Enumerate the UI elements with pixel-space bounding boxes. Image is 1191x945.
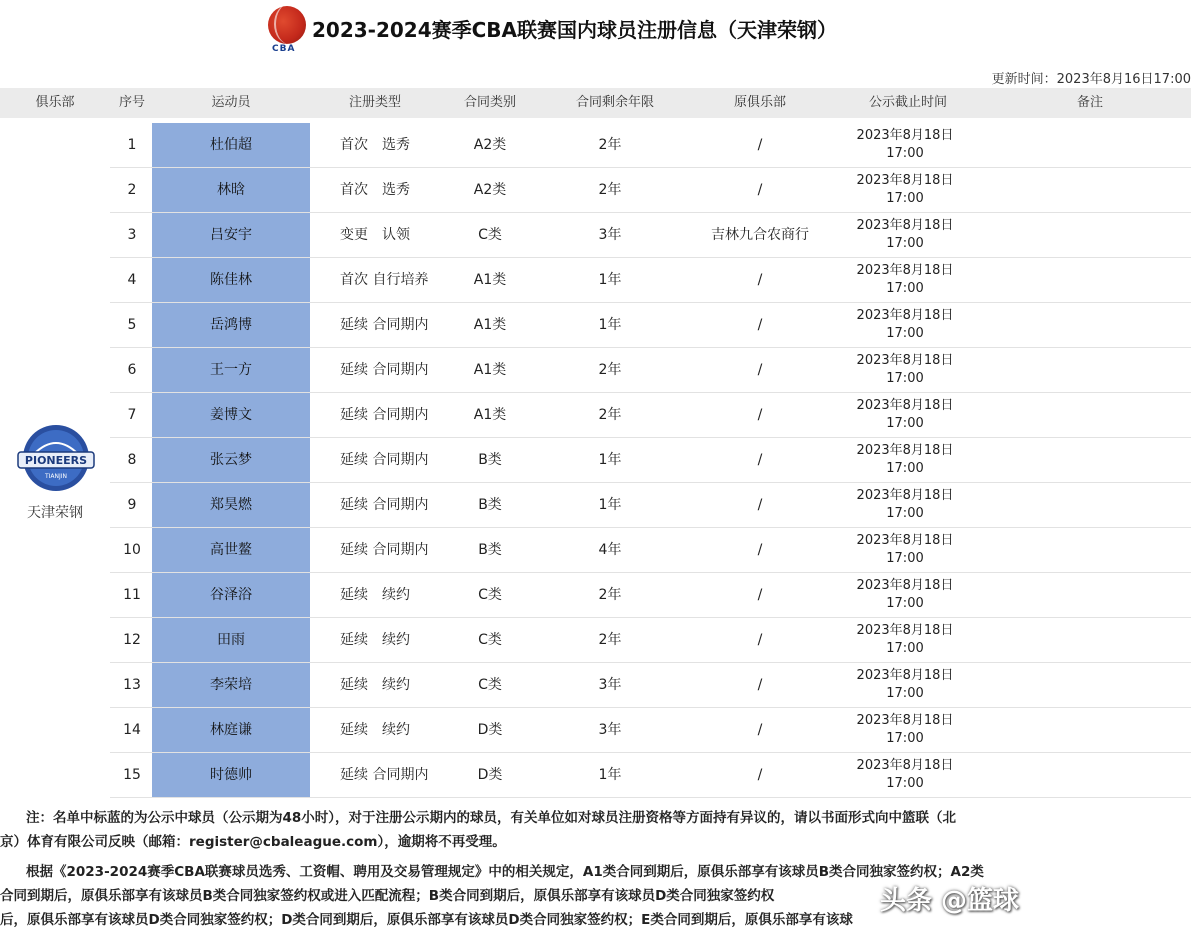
deadline-time: 17:00 [886,236,924,251]
col-no: 序号 [118,95,145,110]
cell-athlete: 陈佳林 [152,258,310,302]
cell-contract-type: C类 [478,227,502,243]
deadline-date: 2023年8月18日 [856,713,954,728]
cell-deadline [835,573,975,617]
cba-logo-text: CBA [272,44,296,54]
cell-contract-type: D类 [477,767,503,783]
table-row [110,123,1191,168]
cell-contract-type: A1类 [473,272,507,288]
cell-no: 6 [127,362,137,378]
deadline-date: 2023年8月18日 [856,308,954,323]
table-row [110,168,1191,213]
cell-contract-type: A1类 [473,317,507,333]
pioneers-logo-icon [14,424,98,494]
note-line: 后，原俱乐部享有该球员D类合同独家签约权；D类合同到期后，原俱乐部享有该球员D类合同独家签约权；E类合同到期后，原俱乐部享有该球 [0,912,853,928]
deadline-time: 17:00 [886,551,924,566]
table-row [110,573,1191,618]
cell-no: 10 [123,542,141,558]
cell-reg-type: 变更 认领 [340,227,410,243]
cell-years-left: 1年 [598,452,622,468]
deadline-time: 17:00 [886,326,924,341]
club-logo-subtext: TIANJIN [44,473,68,480]
cell-athlete: 岳鸿博 [152,303,310,347]
cell-reg-type: 延续 合同期内 [340,497,429,513]
deadline-time: 17:00 [886,776,924,791]
cell-contract-type: A1类 [473,362,507,378]
cell-deadline [835,663,975,707]
cell-athlete: 李荣培 [152,663,310,707]
cell-no: 1 [127,137,137,153]
player-table [110,123,1191,798]
cell-years-left: 2年 [598,362,622,378]
deadline-time: 17:00 [886,686,924,701]
col-contract-type: 合同类别 [463,95,516,110]
cell-no: 3 [127,227,137,243]
cell-athlete: 谷泽浴 [152,573,310,617]
cell-contract-type: D类 [477,722,503,738]
cell-no: 5 [127,317,137,333]
deadline-time: 17:00 [886,506,924,521]
deadline-date: 2023年8月18日 [856,218,954,233]
cell-deadline [835,303,975,347]
deadline-time: 17:00 [886,731,924,746]
cell-reg-type: 延续 合同期内 [340,542,429,558]
cell-no: 7 [127,407,137,423]
cell-contract-type: A1类 [473,407,507,423]
deadline-date: 2023年8月18日 [856,263,954,278]
cell-reg-type: 延续 续约 [340,632,410,648]
cell-reg-type: 延续 合同期内 [340,362,429,378]
note-line: 注：名单中标蓝的为公示中球员（公示期为48小时），对于注册公示期内的球员，有关单位如对球员注册资格等方面持有异议的，请以书面形式向中篮联（北 [26,810,957,826]
cell-athlete: 林庭谦 [152,708,310,752]
cell-no: 2 [127,182,137,198]
table-row [110,258,1191,303]
deadline-time: 17:00 [886,461,924,476]
cell-contract-type: A2类 [473,182,507,198]
cell-contract-type: A2类 [473,137,507,153]
cell-prev-club: / [757,677,763,693]
col-years-left: 合同剩余年限 [575,95,654,110]
cell-deadline [835,528,975,572]
cell-years-left: 1年 [598,767,622,783]
cell-reg-type: 首次 选秀 [340,182,410,198]
club-cell [0,120,110,804]
table-row [110,303,1191,348]
cell-deadline [835,348,975,392]
cell-deadline [835,618,975,662]
cell-contract-type: C类 [478,677,502,693]
cell-reg-type: 延续 合同期内 [340,317,429,333]
cell-prev-club: 吉林九合农商行 [711,227,809,243]
cell-years-left: 1年 [598,497,622,513]
table-row [110,708,1191,753]
cell-no: 13 [123,677,141,693]
deadline-date: 2023年8月18日 [856,533,954,548]
cell-reg-type: 延续 续约 [340,722,410,738]
cell-reg-type: 首次 自行培养 [340,272,429,288]
cell-years-left: 2年 [598,407,622,423]
deadline-time: 17:00 [886,371,924,386]
col-remarks: 备注 [1076,95,1103,110]
cell-reg-type: 首次 选秀 [340,137,410,153]
cell-athlete: 田雨 [152,618,310,662]
deadline-time: 17:00 [886,416,924,431]
col-reg-type: 注册类型 [348,95,401,110]
cell-athlete: 时德帅 [152,753,310,797]
deadline-time: 17:00 [886,281,924,296]
cell-prev-club: / [757,767,763,783]
cell-reg-type: 延续 合同期内 [340,767,429,783]
page-title: 2023-2024赛季CBA联赛国内球员注册信息（天津荣钢） [312,18,838,42]
cell-athlete: 张云梦 [152,438,310,482]
cell-prev-club: / [757,362,763,378]
cell-contract-type: B类 [478,452,502,468]
cell-athlete: 高世鳌 [152,528,310,572]
cell-no: 15 [123,767,141,783]
cell-prev-club: / [757,452,763,468]
cell-years-left: 2年 [598,587,622,603]
col-prev-club: 原俱乐部 [733,95,786,110]
cell-prev-club: / [757,182,763,198]
cell-years-left: 1年 [598,272,622,288]
col-athlete: 运动员 [211,95,251,110]
deadline-date: 2023年8月18日 [856,488,954,503]
cell-years-left: 2年 [598,137,622,153]
table-row [110,618,1191,663]
cell-deadline [835,708,975,752]
cell-years-left: 1年 [598,317,622,333]
cell-no: 9 [127,497,137,513]
deadline-date: 2023年8月18日 [856,173,954,188]
deadline-date: 2023年8月18日 [856,758,954,773]
cell-no: 11 [123,587,141,603]
cell-years-left: 3年 [598,227,622,243]
deadline-date: 2023年8月18日 [856,353,954,368]
deadline-time: 17:00 [886,641,924,656]
cell-contract-type: B类 [478,497,502,513]
cell-contract-type: C类 [478,587,502,603]
club-logo-text: PIONEERS [24,454,88,467]
deadline-date: 2023年8月18日 [856,128,954,143]
watermark: 头条 @篮球 [880,886,1020,916]
club-name: 天津荣钢 [27,505,83,521]
cell-reg-type: 延续 合同期内 [340,407,429,423]
cell-no: 12 [123,632,141,648]
deadline-date: 2023年8月18日 [856,668,954,683]
cell-athlete: 林晗 [152,168,310,212]
cell-years-left: 4年 [598,542,622,558]
deadline-time: 17:00 [886,191,924,206]
cell-athlete: 郑昊燃 [152,483,310,527]
cell-deadline [835,483,975,527]
cell-prev-club: / [757,497,763,513]
cell-reg-type: 延续 续约 [340,677,410,693]
deadline-time: 17:00 [886,596,924,611]
note-line: 根据《2023-2024赛季CBA联赛球员选秀、工资帽、聘用及交易管理规定》中的相关规定，A1类合同到期后，原俱乐部享有该球员B类合同独家签约权；A2类 [26,864,984,880]
table-row [110,483,1191,528]
deadline-date: 2023年8月18日 [856,443,954,458]
cell-contract-type: C类 [478,632,502,648]
cell-prev-club: / [757,272,763,288]
cell-deadline [835,258,975,302]
cell-reg-type: 延续 续约 [340,587,410,603]
cell-prev-club: / [757,407,763,423]
cell-prev-club: / [757,317,763,333]
cell-prev-club: / [757,587,763,603]
table-header [0,88,1191,118]
cell-years-left: 3年 [598,722,622,738]
cell-years-left: 2年 [598,182,622,198]
cell-prev-club: / [757,722,763,738]
col-deadline: 公示截止时间 [868,95,947,110]
table-row [110,753,1191,798]
table-row [110,528,1191,573]
cell-prev-club: / [757,137,763,153]
table-row [110,438,1191,483]
table-row [110,663,1191,708]
deadline-date: 2023年8月18日 [856,578,954,593]
table-row [110,348,1191,393]
cell-deadline [835,168,975,212]
cell-athlete: 王一方 [152,348,310,392]
cell-deadline [835,393,975,437]
cell-athlete: 姜博文 [152,393,310,437]
cell-deadline [835,123,975,167]
cell-no: 14 [123,722,141,738]
cba-logo-icon [268,6,306,44]
cell-deadline [835,753,975,797]
col-club: 俱乐部 [35,95,75,110]
table-row [110,213,1191,258]
deadline-date: 2023年8月18日 [856,623,954,638]
cell-no: 4 [127,272,137,288]
cell-no: 8 [127,452,137,468]
cell-athlete: 吕安宇 [152,213,310,257]
table-row [110,393,1191,438]
cell-prev-club: / [757,542,763,558]
cell-deadline [835,213,975,257]
cell-deadline [835,438,975,482]
title-row [0,0,1191,60]
cell-contract-type: B类 [478,542,502,558]
deadline-date: 2023年8月18日 [856,398,954,413]
update-time: 更新时间：2023年8月16日17:00 [991,72,1191,87]
cell-athlete: 杜伯超 [152,123,310,167]
cell-years-left: 3年 [598,677,622,693]
cell-prev-club: / [757,632,763,648]
cell-reg-type: 延续 合同期内 [340,452,429,468]
cell-years-left: 2年 [598,632,622,648]
note-line: 合同到期后，原俱乐部享有该球员B类合同独家签约权或进入匹配流程；B类合同到期后，原俱乐部享有该球员D类合同独家签约权 [0,888,775,904]
deadline-time: 17:00 [886,146,924,161]
note-line: 京）体育有限公司反映（邮箱：register@cbaleague.com），逾期将不再受理。 [0,834,506,850]
